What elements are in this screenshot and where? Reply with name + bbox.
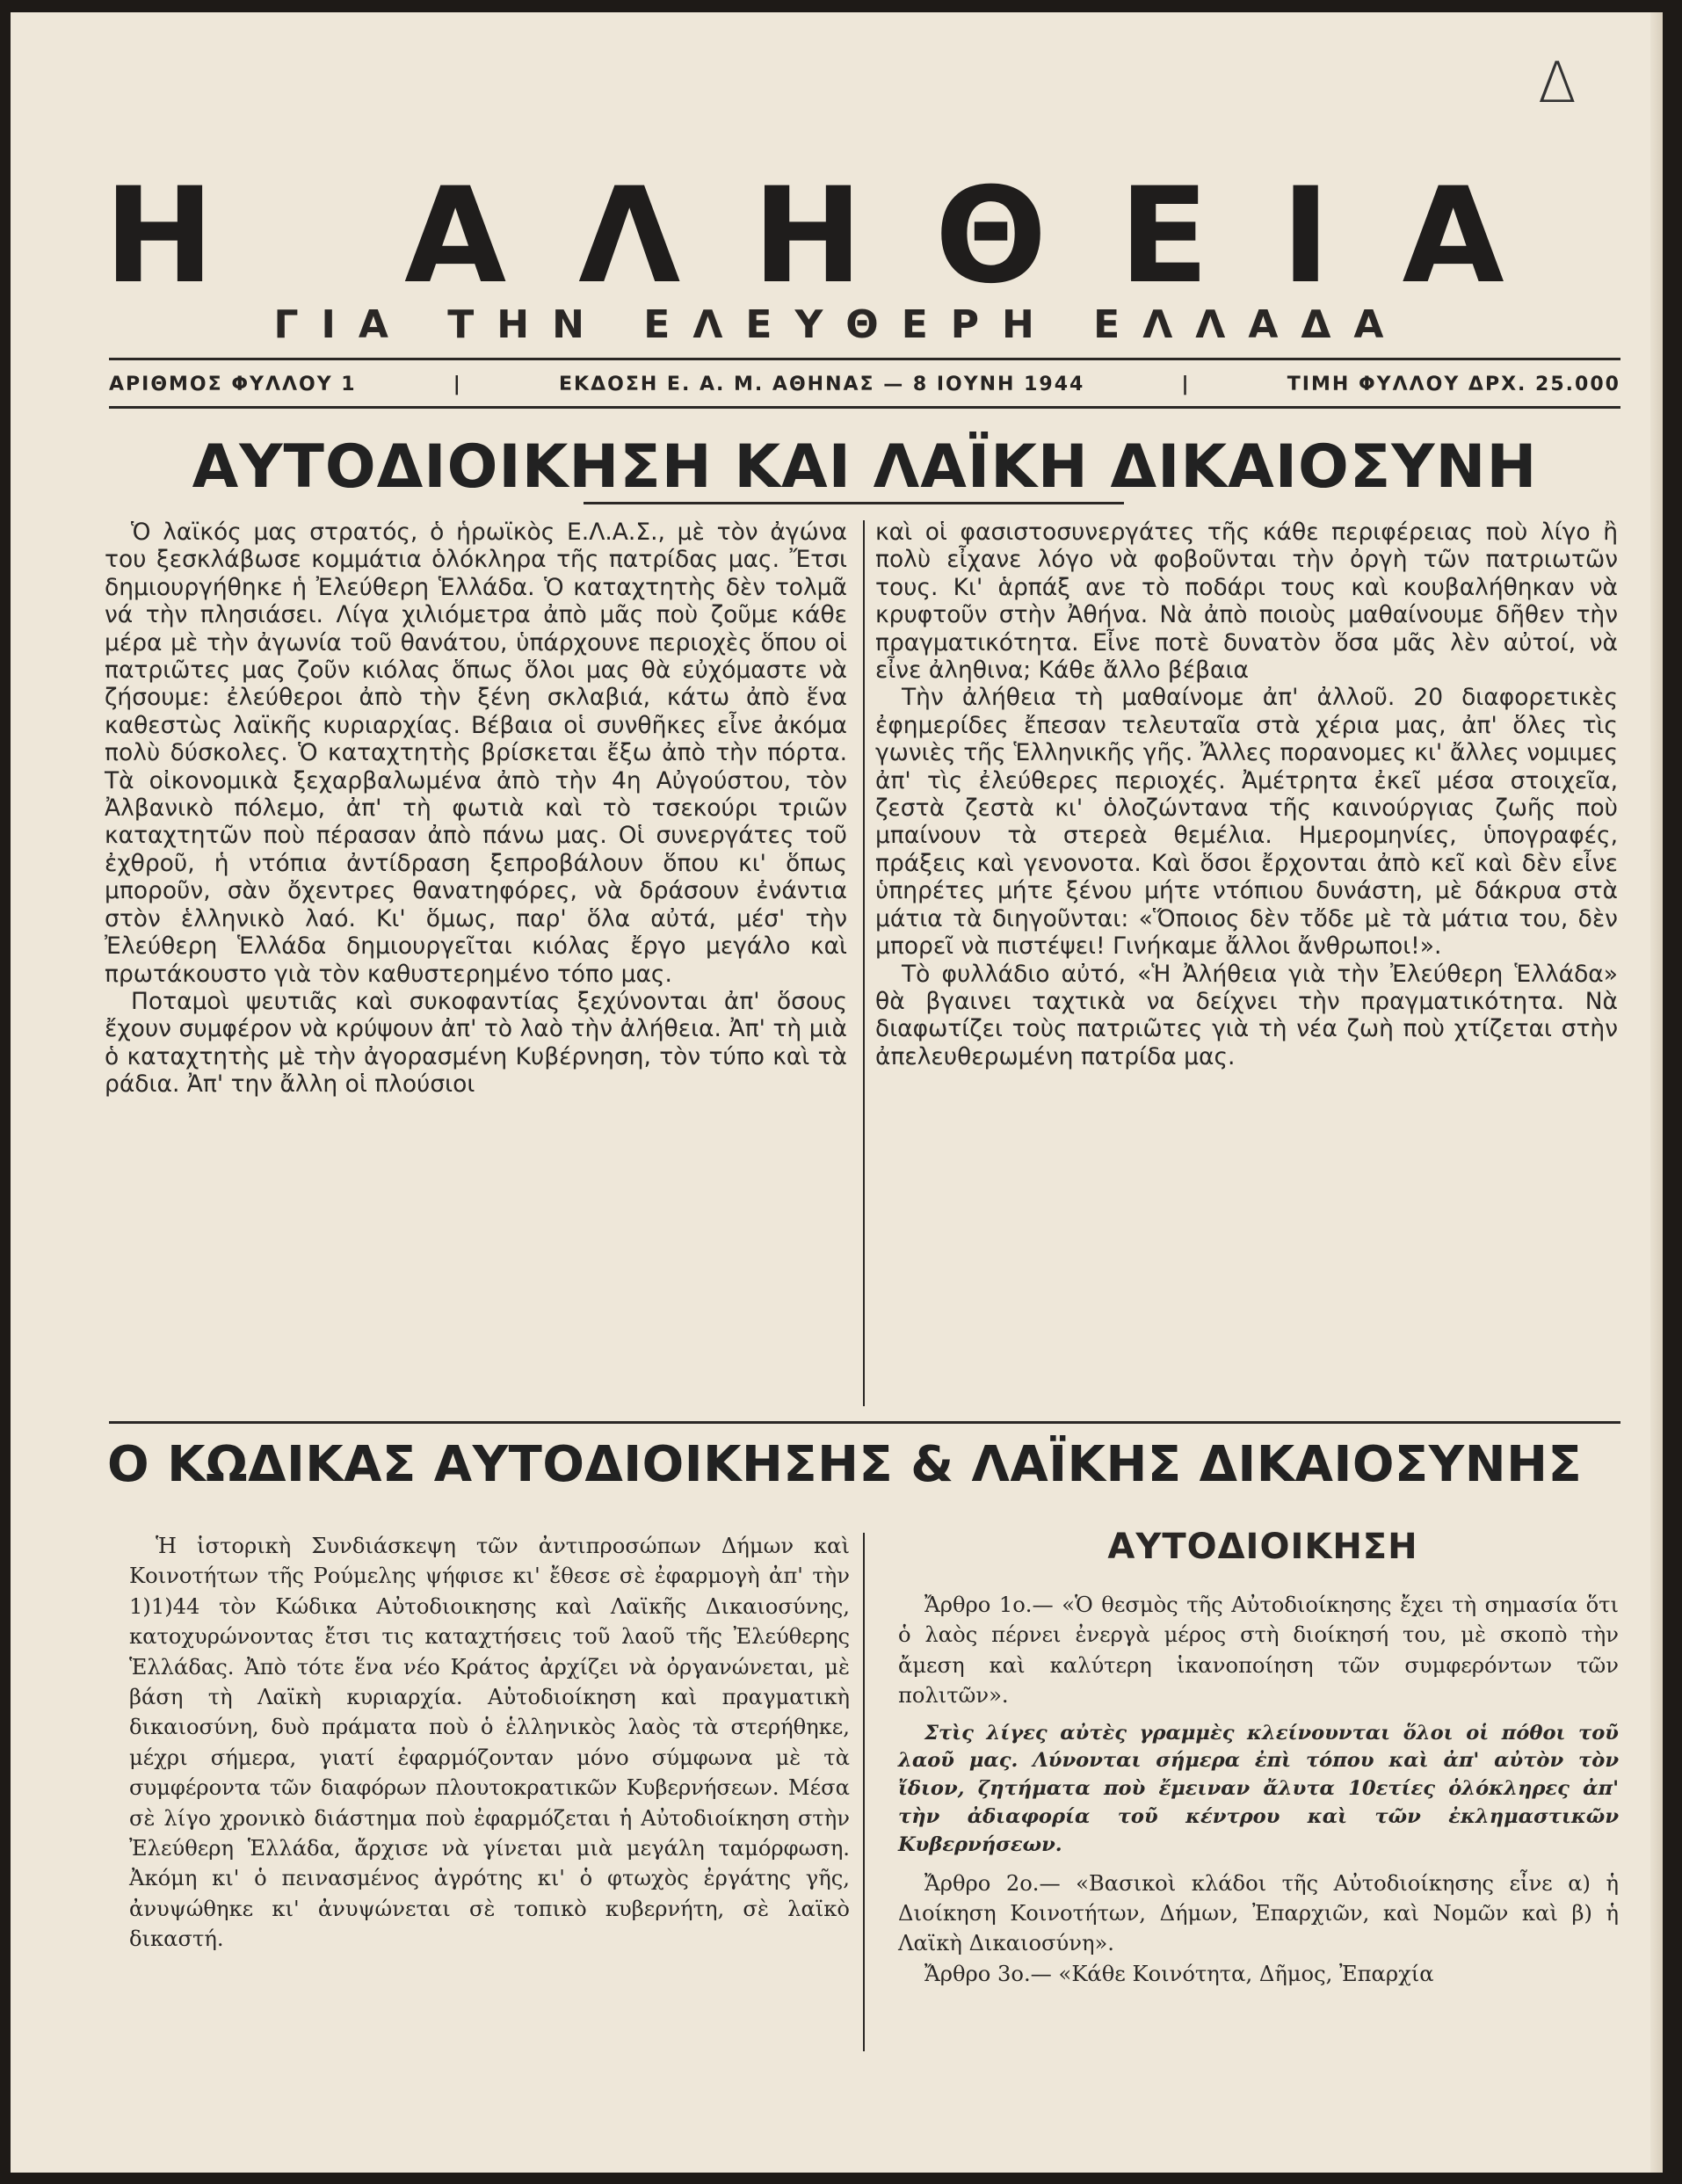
newspaper-page	[11, 12, 1663, 2173]
issue-price: ΤΙΜΗ ΦΥΛΛΟΥ ΔΡΧ. 25.000	[1287, 373, 1620, 395]
article1-paragraph: Τὴν ἀλήθεια τὴ μαθαίνομε ἀπ' ἀλλοῦ. 20 διαφορετικὲς ἐφημερίδες ἔπεσαν τελευταῖα στὰ χέρια μας, ἀπ' ὅλες τὶς γωνιὲς τῆς Ἑλληνικῆς γῆς. Ἄλλες πoρανομες κι' ἄλλες νομιμες ἀπ' τὶς ἐλεύθερες περιοχές. Ἀμέτρητα ἐκεῖ μέσα στοιχεῖα, ζεστὰ ζεστὰ κι' ὁλοζώντανα τῆς καινούργιας ζωῆς ποὺ μπαίνουν τὰ στερεὰ θεμέλια. Ημερομηνίες, ὑπογραφές, πράξεις καὶ γενονοτα. Καὶ ὅσοι ἔρχονται ἀπὸ κεῖ καὶ δὲν εἶνε ὑπηρέτες μήτε ξένου μήτε ντόπιου δυνάστη, μὲ δάκρυα στὰ μάτια τὰ διηγοῦνται: «Ὅποιος δὲν τὄδε μὲ τὰ μάτια του, δὲν μπορεῖ νὰ πιστέψει! Γινήκαμε ἄλλοι ἄνθρωποι!».	[875, 684, 1618, 961]
column-divider	[863, 520, 865, 1406]
article1-paragraph: Ποταμοὶ ψευτιᾶς καὶ συκοφαντίας ξεχύνονται ἀπ' ὅσους ἔχουν συμφέρον νὰ κρύψουν ἀπ' τὸ λαὸ τὴν ἀλήθεια. Ἀπ' τὴ μιὰ ὁ καταχτητὴς μὲ τὴν ἀγορασμένη Κυβέρνηση, τὸν τύπο καὶ τὰ ράδια. Ἀπ' την ἄλλη οἱ πλούσιοι	[105, 987, 847, 1099]
masthead-subtitle: ΓΙΑ ΤΗΝ ΕΛΕΥΘΕΡΗ ΕΛΛΑΔΑ	[273, 302, 1407, 347]
column-divider	[863, 1533, 865, 2051]
info-bar	[109, 368, 1620, 400]
article1-headline: ΑΥΤΟΔΙΟΙΚΗΣΗ ΚΑΙ ΛΑΪΚΗ ΔΙΚΑΙΟΣΥΝΗ	[192, 432, 1538, 502]
headline-underline	[584, 502, 1124, 504]
article-clause: Ἄρθρο 2ο.— «Βασικοὶ κλάδοι τῆς Αὐτοδιοίκησης εἶνε α) ἡ Διοίκηση Κοινοτήτων, Δήμων, Ἐπαρχιῶν, καὶ Νομῶν καὶ β) ἡ Λαϊκὴ Δικαιοσύνη».	[898, 1870, 1619, 1956]
info-divider: |	[453, 373, 462, 395]
section-title-autodioikisi: ΑΥΤΟΔΙΟΙΚΗΣΗ	[1107, 1527, 1418, 1567]
masthead-rule-top	[109, 358, 1620, 360]
corner-mark: Δ	[1538, 51, 1577, 116]
publisher-date: ΕΚΔΟΣΗ Ε. Α. Μ. ΑΘΗΝΑΣ — 8 ΙΟΥΝΗ 1944	[559, 373, 1085, 395]
masthead-title: Η ΑΛΗΘΕΙΑ	[104, 160, 1577, 313]
italic-commentary: Στὶς λίγες αὐτὲς γραμμὲς κλείνουνται ὅλοι οἱ πόθοι τοῦ λαοῦ μας. Λύνονται σήμερα ἐπὶ τόπου καὶ ἀπ' αὐτὸν τὸν ἴδιον, ζητήματα ποὺ ἔμειναν ἄλυτα 10ετίες ὁλόκληρες ἀπ' τὴν ἀδιαφορία τοῦ κέντρου καὶ τῶν ἐκλημαστικῶν Κυβερνήσεων.	[898, 1721, 1619, 1856]
article-clause: Ἄρθρο 3ο.— «Κάθε Κοινότητα, Δῆμος, Ἐπαρχία	[924, 1961, 1434, 1986]
article1-paragraph: καὶ οἱ φασιστοσυνεργάτες τῆς κάθε περιφέρειας ποὺ λίγο ἢ πολὺ εἶχανε λόγο νὰ φοβοῦνται τὴν ὀργὴ τῶν πατριωτῶν τους. Κι' ἁρπάξ ανε τὸ ποδάρι τους καὶ κουβαλήθηκαν νὰ κρυφτοῦν στὴν Ἀθήνα. Νὰ ἀπὸ ποιοὺς μαθαίνουμε δῆθεν τὴν πραγματικότητα. Εἶνε ποτὲ δυνατὸν ὅσα μᾶς λὲν αὐτοί, νὰ εἶνε ἀληθινα; Κάθε ἄλλο βέβαια	[875, 519, 1618, 685]
article2-left-column	[129, 1531, 850, 2058]
article2-right-column	[898, 1590, 1619, 2117]
article1-paragraph: Τὸ φυλλάδιο αὐτό, «Ἡ Ἀλήθεια γιὰ τὴν Ἐλεύθερη Ἑλλάδα» θὰ βγαινει ταχτικὰ να δείχνει τὴν πραγματικότητα. Νὰ διαφωτίζει τοὺς πατριῶτες γιὰ τὴ νέα ζωὴ ποὺ χτίζεται στὴν ἀπελευθερωμένη πατρίδα μας.	[875, 960, 1618, 1070]
issue-number: ΑΡΙΘΜΟΣ ΦΥΛΛΟΥ 1	[109, 373, 357, 395]
info-divider: |	[1181, 373, 1191, 395]
section-rule	[109, 1421, 1620, 1424]
article2-headline: Ο ΚΩΔΙΚΑΣ ΑΥΤΟΔΙΟΙΚΗΣΗΣ & ΛΑΪΚΗΣ ΔΙΚΑΙΟΣΥΝΗΣ	[107, 1436, 1583, 1493]
article2-paragraph: Ἡ ἱστορικὴ Συνδιάσκεψη τῶν ἀντιπροσώπων Δήμων καὶ Κοινοτήτων τῆς Ρούμελης ψήφισε κι' ἔθεσε σὲ ἐφαρμογὴ ἀπ' τὴν 1)1)44 τὸν Κώδικα Αὐτοδιοικησης καὶ Λαϊκῆς Δικαιοσύνης, κατοχυρώνοντας ἔτσι τις καταχτήσεις τοῦ λαοῦ τῆς Ἐλεύθερης Ἑλλάδας. Ἀπὸ τότε ἕνα νέο Κράτος ἀρχίζει νὰ ὀργανώνεται, μὲ βάση τὴ Λαϊκὴ κυριαρχία. Αὐτοδιοίκηση καὶ πραγματικὴ δικαιοσύνη, δυὸ πράματα ποὺ ὁ ἑλληνικὸς λαὸς τὰ στερήθηκε, μέχρι σήμερα, γιατί ἐφαρμόζονταν μόνο σύμφωνα μὲ τὰ συμφέροντα τῶν διαφόρων πλουτοκρατικῶν Κυβερνήσεων. Μέσα σὲ λίγο χρονικὸ διάστημα ποὺ ἐφαρμόζεται ἡ Αὐτοδιοίκηση στὴν Ἐλεύθερη Ἑλλάδα, ἄρχισε νὰ γίνεται μιὰ μεγάλη ταμόρφωση. Ἀκόμη κι' ὁ πεινασμένος ἀγρότης κι' ὁ φτωχὸς ἐργάτης γῆς, ἀνυψώθηκε κι' ἀνυψώνεται σὲ τοπικὸ κυβερνήτη, σὲ λαϊκὸ δικαστή.	[129, 1534, 850, 1952]
article1-right-column	[875, 519, 1618, 1406]
masthead-rule-bottom	[109, 406, 1620, 409]
article-clause: Ἄρθρο 1ο.— «Ὁ θεσμὸς τῆς Αὐτοδιοίκησης ἔχει τὴ σημασία ὅτι ὁ λαὸς πέρνει ἐνεργὰ μέρος στὴ διοίκησή του, μὲ σκοπὸ τὴν ἄμεση καὶ καλύτερη ἱκανοποίηση τῶν συμφερόντων τῶν πολιτῶν».	[898, 1593, 1619, 1709]
article1-left-column	[105, 519, 847, 1406]
article1-paragraph: Ὁ λαϊκός μας στρατός, ὁ ἡρωϊκὸς Ε.Λ.Α.Σ., μὲ τὸν ἀγώνα του ξεσκλάβωσε κομμάτια ὁλόκληρα τῆς πατρίδας μας. Ἔτσι δημιουργήθηκε ἡ Ἐλεύθερη Ἑλλάδα. Ὁ καταχτητὴς δὲν τολμᾶ νά τὴν πλησιάσει. Λίγα χιλιόμετρα ἀπὸ μᾶς ποὺ ζοῦμε κάθε μέρα μὲ τὴν ἀγωνία τοῦ θανάτου, ὑπάρχουνε περιοχὲς ὅπου οἱ πατριῶτες μας ζοῦν κιόλας ὅπως ὅλοι μας θὰ εὐχόμαστε νὰ ζήσουμε: ἐλεύθεροι ἀπὸ τὴν ξένη σκλαβιά, κάτω ἀπὸ ἕνα καθεστὼς λαϊκῆς κυριαρχίας. Βέβαια οἱ συνθῆκες εἶνε ἀκόμα πολὺ δύσκολες. Ὁ καταχτητὴς βρίσκεται ἔξω ἀπὸ τὴν πόρτα. Τὰ οἰκονομικὰ ξεχαρβαλωμένα ἀπὸ τὴν 4η Αὐγούστου, τὸν Ἀλβανικὸ πόλεμο, ἀπ' τὴ φωτιὰ καὶ τὸ τσεκούρι τριῶν καταχτητῶν ποὺ πέρασαν ἀπὸ πάνω μας. Οἱ συνεργάτες τοῦ ἐχθροῦ, ἡ ντόπια ἀντίδραση ξεπροβάλουν ὅπου κι' ὅπως μποροῦν, σὰν ὄχεντρες θανατηφόρες, νὰ δράσουν ἐνάντια στὸν ἑλληνικὸ λαό. Κι' ὅμως, παρ' ὅλα αὐτά, μέσ' τὴν Ἐλεύθερη Ἑλλάδα δημιουργεῖται κιόλας ἔργο μεγάλο καὶ πρωτάκουστο γιὰ τὸν καθυστερημένο τόπο μας.	[105, 519, 847, 988]
